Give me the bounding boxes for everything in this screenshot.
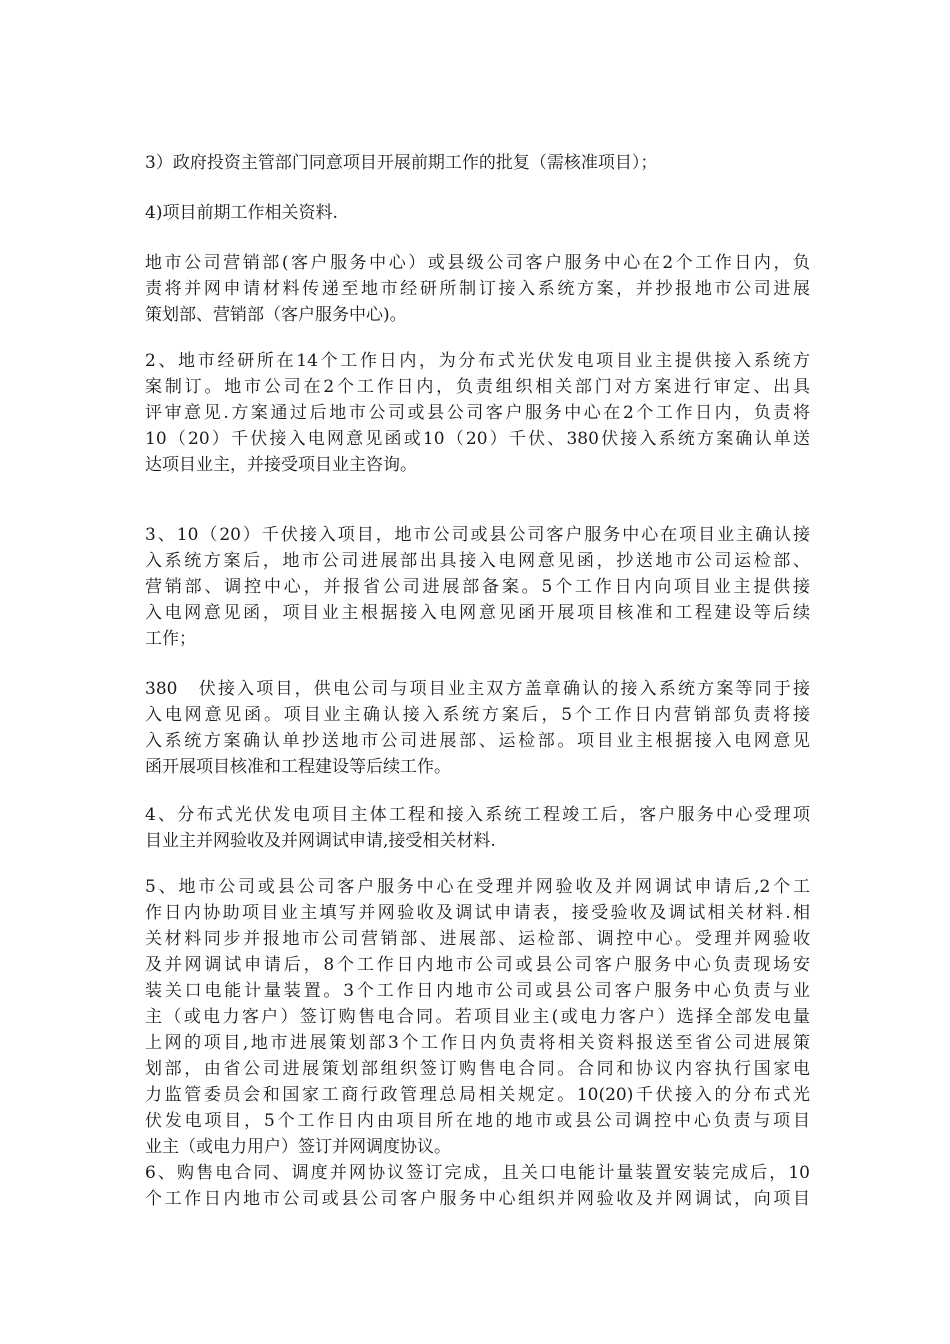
text-line: 关材料同步并报地市公司营销部、进展部、运检部、调控中心。受理并网验收 bbox=[145, 929, 810, 949]
paragraph-application-transfer bbox=[145, 250, 810, 328]
text-line: 装关口电能计量装置。3个工作日内地市公司或县公司客户服务中心负责与业 bbox=[145, 981, 810, 1001]
text-line: 达项目业主，并接受项目业主咨询。 bbox=[145, 455, 417, 475]
text-line: 5、地市公司或县公司客户服务中心在受理并网验收及并网调试申请后,2个工 bbox=[145, 877, 810, 897]
text-line: 营销部、调控中心，并报省公司进展部备案。5个工作日内向项目业主提供接 bbox=[145, 577, 810, 597]
paragraph-step-5-6 bbox=[145, 874, 810, 1212]
paragraph-approval-item-4 bbox=[145, 200, 810, 226]
text-line: 函开展项目核准和工程建设等后续工作。 bbox=[145, 757, 451, 777]
paragraph-380v-access bbox=[145, 676, 810, 780]
text-line: 责将并网申请材料传递至地市经研所制订接入系统方案，并抄报地市公司进展 bbox=[145, 279, 810, 299]
text-line: 个工作日内地市公司或县公司客户服务中心组织并网验收及并网调试，向项目 bbox=[145, 1189, 810, 1209]
text-line: 4、分布式光伏发电项目主体工程和接入系统工程竣工后，客户服务中心受理项 bbox=[145, 805, 810, 825]
text-line: 评审意见.方案通过后地市公司或县公司客户服务中心在2个工作日内，负责将 bbox=[145, 403, 810, 423]
text-line: 10（20）千伏接入电网意见函或10（20）千伏、380伏接入系统方案确认单送 bbox=[145, 429, 810, 449]
text-line: 策划部、营销部（客户服务中心)。 bbox=[145, 305, 407, 325]
text-line: 力监管委员会和国家工商行政管理总局相关规定。10(20)千伏接入的分布式光 bbox=[145, 1085, 810, 1105]
text-line: 4)项目前期工作相关资料. bbox=[145, 203, 338, 223]
text-line: 6、购售电合同、调度并网协议签订完成，且关口电能计量装置安装完成后，10 bbox=[145, 1163, 810, 1183]
text-line: 业主（或电力用户）签订并网调度协议。 bbox=[145, 1137, 451, 1157]
text-line: 2、地市经研所在14个工作日内，为分布式光伏发电项目业主提供接入系统方 bbox=[145, 351, 810, 371]
text-line: 地市公司营销部(客户服务中心）或县级公司客户服务中心在2个工作日内，负 bbox=[145, 253, 810, 273]
text-line: 上网的项目,地市进展策划部3个工作日内负责将相关资料报送至省公司进展策 bbox=[145, 1033, 810, 1053]
text-line: 3、10（20）千伏接入项目，地市公司或县公司客户服务中心在项目业主确认接 bbox=[145, 525, 810, 545]
text-line: 划部，由省公司进展策划部组织签订购售电合同。合同和协议内容执行国家电 bbox=[145, 1059, 810, 1079]
text-line: 目业主并网验收及并网调试申请,接受相关材料. bbox=[145, 831, 496, 851]
paragraph-approval-item-3 bbox=[145, 150, 810, 176]
text-line: 入电网意见函，项目业主根据接入电网意见函开展项目核准和工程建设等后续 bbox=[145, 603, 810, 623]
text-line: 380 伏接入项目，供电公司与项目业主双方盖章确认的接入系统方案等同于接 bbox=[145, 679, 810, 699]
text-line: 入系统方案确认单抄送地市公司进展部、运检部。项目业主根据接入电网意见 bbox=[145, 731, 810, 751]
text-line: 工作； bbox=[145, 629, 196, 649]
text-line: 作日内协助项目业主填写并网验收及调试申请表，接受验收及调试相关材料.相 bbox=[145, 903, 810, 923]
text-line: 入电网意见函。项目业主确认接入系统方案后，5个工作日内营销部负责将接 bbox=[145, 705, 810, 725]
paragraph-step-4 bbox=[145, 802, 810, 854]
text-line: 3）政府投资主管部门同意项目开展前期工作的批复（需核准项目）； bbox=[145, 153, 658, 173]
text-line: 及并网调试申请后，8个工作日内地市公司或县公司客户服务中心负责现场安 bbox=[145, 955, 810, 975]
text-line: 主（或电力客户）签订购售电合同。若项目业主(或电力客户）选择全部发电量 bbox=[145, 1007, 810, 1027]
text-line: 伏发电项目，5个工作日内由项目所在地的地市或县公司调控中心负责与项目 bbox=[145, 1111, 810, 1131]
paragraph-step-2 bbox=[145, 348, 810, 478]
paragraph-step-3 bbox=[145, 522, 810, 652]
text-line: 案制订。地市公司在2个工作日内，负责组织相关部门对方案进行审定、出具 bbox=[145, 377, 810, 397]
text-line: 入系统方案后，地市公司进展部出具接入电网意见函，抄送地市公司运检部、 bbox=[145, 551, 810, 571]
